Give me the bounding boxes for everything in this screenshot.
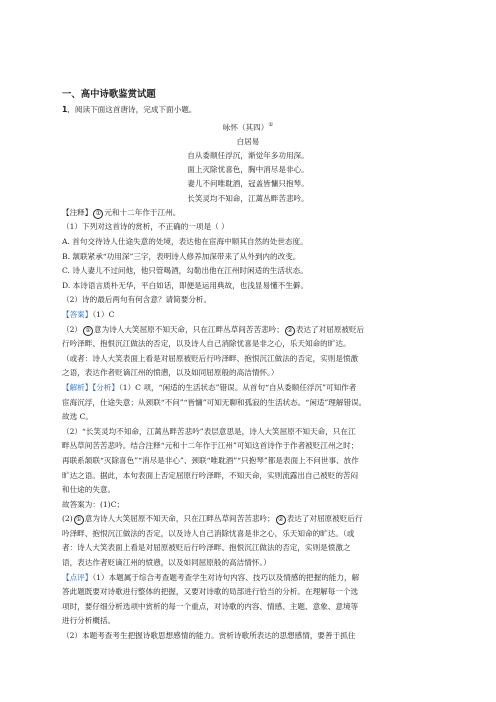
circled-number: ① [93,209,103,219]
question-number: 1． [62,105,75,114]
comment-tag: 【点评】 [62,572,93,582]
comment-text: 【点评】（1）本题属于综合考查题考查学生对诗句内容、技巧以及情感的把握的能力，解 [62,572,360,582]
poem-title: 咏怀（其四）① [222,121,274,132]
comment-text: 答此题既要对诗歌进行整体的把握，又要对诗歌的局部进行恰当的分析。在理解每一个选 [62,587,359,597]
answer-text: （或者：诗人大笑表面上看是对屈原被贬后行吟泽畔、抱恨沉江做法的否定，实则是愤激 [62,353,359,363]
answer-text: 之语，表达作者贬谪江州的愤懑，以及如同屈原般的高洁情怀。） [62,368,279,378]
analysis-text: 故答案为：(1)C； [62,499,125,509]
answer-tag: 【答案】 [62,309,93,319]
analysis-text: (2) ① 意为诗人大笑屈原不知天命，只在江畔丛草间苦苦悲吟； ② 表达了对屈原被贬后行 [62,514,363,524]
poem [62,118,434,206]
circled-number: ① [74,515,84,525]
analysis-text: 吟泽畔、抱恨沉江做法的否定，以及诗人自己消除忧喜是非之心，乐天知命的旷达。（或 [62,528,355,538]
option-c: C. 诗人妻儿不过问他，他只管喝酒，勾勒出他在江州时闲适的生活状态。 [62,266,308,276]
answer-line: 【答案】（1）C [62,309,115,319]
circled-number: ② [285,326,295,336]
poem-author: 白居易 [236,136,260,146]
annotation: 【注释】 ① 元和十二年作于江州。 [62,207,181,217]
analysis-tag: 【解析】 [62,382,93,392]
answer-text: （2） ① 意为诗人大笑屈原不知天命，只在江畔丛草间苦苦悲吟； ② 表达了对屈原被贬后 [62,324,365,334]
analysis-text: 宦海沉浮，仕途失意；从颈联“不问”“皆慵”可知无聊和孤寂的生活状态。“闲适”理解错误。 [62,397,367,407]
option-d: D. 本诗语言质朴无华，平白如话，即便是运用典故，也浅显易懂不生僻。 [62,280,309,290]
comment-text: 进行分析概括。 [62,616,116,626]
analysis-text: 和仕途的失意。 [62,485,116,495]
section-title: 一、高中诗歌鉴赏试题 [62,89,156,100]
analysis-text: （2）“长笑灵均不知命，江蓠丛畔苦悲吟”表层意思是，诗人大笑屈原不知天命，只在江 [62,426,356,436]
circled-number: ② [276,515,286,525]
answer-text: 行吟泽畔、抱恨沉江做法的否定，以及诗人自己消除忧喜是非之心，乐天知命的旷达。 [62,339,351,349]
footnote-marker: ① [268,121,274,128]
analysis-text: 旷达之语。据此，本句表面上否定屈原行吟泽畔，不知天命，实则流露出自己被贬的苦闷 [62,470,359,480]
analysis-text: 【解析】【分析】（1）C 项，“闲适的生活状态”错误。从首句“自从委顺任浮沉”可知作者 [62,382,357,392]
option-b: B. 颔联紧承“功用深”三字，表明诗人修养加深带来了从外到内的改变。 [62,251,301,261]
poem-line: 长笑灵均不知命，江蓠丛畔苦悲吟。 [187,193,309,203]
analysis-text: 语，表达作者贬谪江州的愤懑，以及如同屈原般的高洁情怀。） [62,558,271,568]
option-a: A. 首句交待诗人仕途失意的处境，表达他在宦海中顺其自然的处世态度。 [62,237,308,246]
poem-line: 妻儿不问唯耽酒，冠盖皆慵只抱琴。 [187,179,309,189]
question-line [62,103,434,118]
comment-text: 项时，要仔细分析选项中赏析的每一个重点，对诗歌的内容、情感、主题、意象、意境等 [62,601,359,611]
sub-question-1: （1）下列对这首诗的赏析，不正确的一项是（ ） [62,222,229,232]
analysis-subtag: 【分析】 [92,382,119,392]
question-prompt: 阅读下面这首唐诗，完成下面小题。 [74,105,197,114]
annotation-tag: 【注释】 [62,207,93,217]
circled-number: ① [83,326,93,336]
sub-question-2: （2）诗的最后两句有何含意？请简要分析。 [62,295,212,305]
analysis-text: 故选 C。 [62,412,94,422]
analysis-text: 者：诗人大笑表面上看是对屈原被贬后行吟泽畔、抱恨沉江做法的否定，实则是愤激之 [62,543,351,553]
poem-line: 自从委顺任浮沉，渐觉年多功用深。 [187,151,309,160]
poem-line: 面上灭除忧喜色，胸中消尽是非心。 [187,165,309,175]
comment-text: （2）本题考查考生把握诗歌思想感情的能力。赏析诗歌所表达的思想感情，要善于抓住 [62,631,356,641]
analysis-text: 畔丛草间苦苦悲吟。结合注释“元和十二年作于江州”可知这首诗作于作者被贬江州之时； [62,441,359,451]
analysis-text: 再联系颔联“灭除喜色”“消尽是非心”、颈联“唯耽酒”“只抱琴”都是表面上不问世事、放作 [62,455,359,465]
